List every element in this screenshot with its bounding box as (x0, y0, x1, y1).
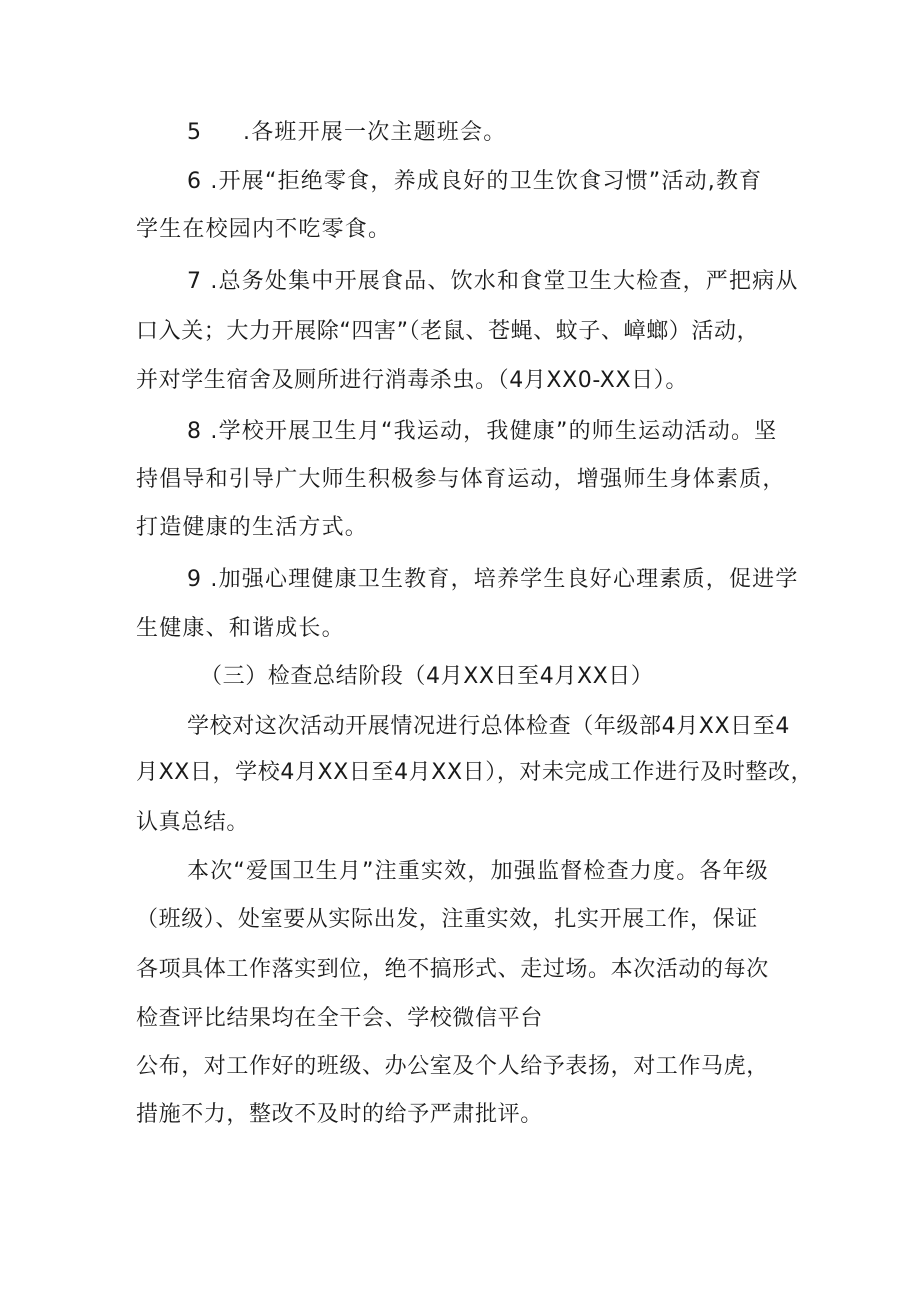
item-8-line-3: 打造健康的生活方式。 (136, 515, 369, 540)
item-5-number: 5 (187, 120, 202, 145)
summary-para-line-6: 措施不力，整改不及时的给予严肃批评。 (136, 1102, 543, 1127)
item-6-line-1: 6 .开展“拒绝零食，养成良好的卫生饮食习惯”活动,教育 (187, 169, 763, 194)
item-7-line-2: 口入关；大力开展除“四害”（老鼠、苍蝇、蚊子、嶂螂）活动， (136, 319, 760, 344)
item-8-line-1: 8 .学校开展卫生月“我运动，我健康”的师生运动活动。坚 (187, 419, 778, 444)
summary-para-line-5: 公布，对工作好的班级、办公室及个人给予表扬，对工作马虎， (136, 1054, 769, 1079)
summary-para-line-4: 检查评比结果均在全干会、学校微信平台 (136, 1006, 543, 1031)
summary-para-line-1: 本次“爱国卫生月”注重实效，加强监督检查力度。各年级 (187, 859, 769, 884)
check-para-line-1: 学校对这次活动开展情况进行总体检查（年级部4月XX日至4 (187, 714, 790, 739)
item-7-line-3: 并对学生宿舍及厕所进行消毒杀虫。（4月XX0-XX日）。 (136, 368, 688, 393)
section-3-heading: （三）检查总结阶段（4月XX日至4月XX日） (200, 664, 654, 689)
item-5-text: .各班开展一次主题班会。 (243, 120, 507, 145)
check-para-line-3: 认真总结。 (136, 810, 250, 835)
item-9-line-1: 9 .加强心理健康卫生教育，培养学生良好心理素质，促进学 (187, 567, 799, 592)
summary-para-line-3: 各项具体工作落实到位，绝不搞形式、走过场。本次活动的每次 (136, 957, 769, 982)
check-para-line-2: 月XX日，学校4月XX日至4月XX日），对未完成工作进行及时整改， (136, 760, 814, 785)
item-7-line-1: 7 .总务处集中开展食品、饮水和食堂卫生大检查，严把病从 (187, 269, 799, 294)
item-8-line-2: 持倡导和引导广大师生积极参与体育运动，增强师生身体素质， (136, 467, 786, 492)
item-9-line-2: 生健康、和谐成长。 (136, 616, 345, 641)
item-6-line-2: 学生在校园内不吃零食。 (136, 217, 392, 242)
summary-para-line-2: （班级）、处室要从实际出发，注重实效，扎实开展工作，保证 (136, 907, 758, 932)
